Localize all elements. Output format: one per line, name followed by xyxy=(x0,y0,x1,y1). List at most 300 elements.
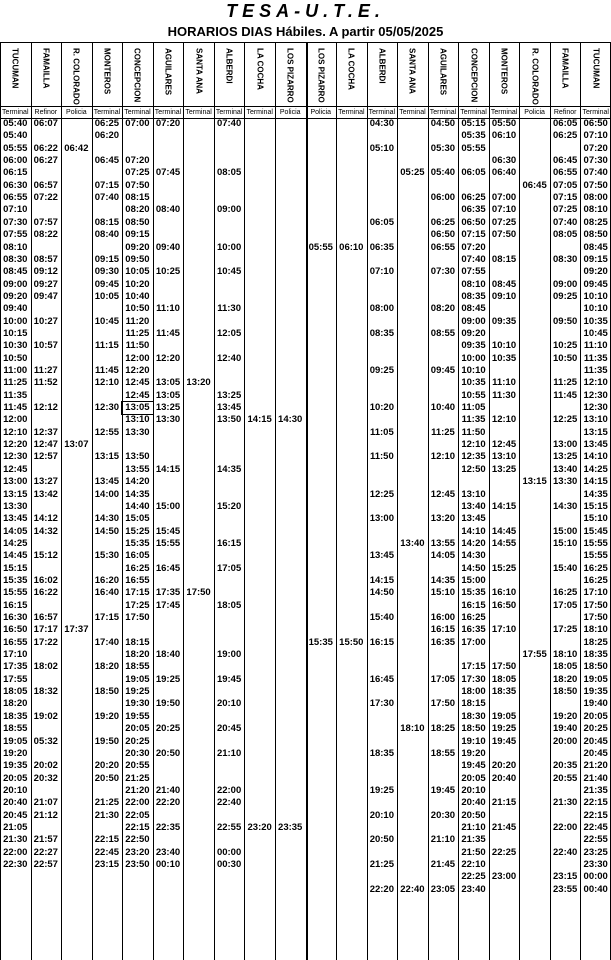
time-cell: 17:55 xyxy=(522,649,547,661)
time-cell xyxy=(153,810,184,822)
table-row xyxy=(0,526,611,538)
time-cell xyxy=(153,773,184,785)
time-cell: 14:20 xyxy=(125,476,150,488)
time-cell xyxy=(153,476,184,488)
column-header-label: LOS PIZARRO xyxy=(316,48,326,103)
time-cell xyxy=(214,711,245,723)
time-cell xyxy=(61,736,92,748)
time-cell xyxy=(61,167,92,179)
time-cell xyxy=(519,217,550,229)
stop-type-left-7: Terminal xyxy=(215,109,243,116)
time-cell: 21:05 xyxy=(3,821,28,833)
time-cell: 05:55 xyxy=(308,241,333,253)
time-cell xyxy=(183,464,214,476)
time-cell xyxy=(31,600,62,612)
time-cell: 09:35 xyxy=(461,340,486,352)
time-cell xyxy=(306,526,337,538)
time-cell xyxy=(306,167,337,179)
time-cell: 11:10 xyxy=(156,303,180,315)
time-cell xyxy=(244,464,275,476)
table-row xyxy=(0,204,611,216)
time-cell: 21:30 xyxy=(553,797,578,809)
time-cell: 20:05 xyxy=(583,710,608,722)
time-cell xyxy=(519,797,550,809)
time-cell xyxy=(214,427,245,439)
time-cell xyxy=(306,871,337,883)
time-cell xyxy=(489,698,520,710)
time-cell: 08:10 xyxy=(461,278,486,290)
time-cell xyxy=(92,328,123,340)
time-cell xyxy=(183,266,214,278)
time-cell: 17:30 xyxy=(369,698,395,710)
time-cell: 23:30 xyxy=(583,859,608,870)
time-cell: 09:30 xyxy=(94,266,120,278)
time-cell xyxy=(519,291,550,303)
time-cell xyxy=(336,451,367,463)
time-cell xyxy=(397,847,428,859)
time-cell: 08:40 xyxy=(94,229,120,241)
time-cell xyxy=(489,859,520,871)
time-cell xyxy=(519,414,550,426)
time-cell xyxy=(122,884,153,896)
time-cell: 15:10 xyxy=(553,537,578,549)
time-cell: 13:30 xyxy=(553,476,578,488)
time-cell: 17:55 xyxy=(3,673,28,685)
time-cell: 16:45 xyxy=(369,673,395,685)
time-cell: 10:40 xyxy=(125,290,150,302)
time-cell: 18:55 xyxy=(430,747,456,759)
table-row xyxy=(0,427,611,439)
time-cell: 17:15 xyxy=(125,587,150,599)
time-cell: 09:40 xyxy=(3,303,28,315)
time-cell xyxy=(336,414,367,426)
time-cell: 08:05 xyxy=(553,229,578,241)
table-row xyxy=(0,600,611,612)
time-cell: 07:15 xyxy=(461,229,486,241)
time-cell xyxy=(275,575,306,587)
time-cell xyxy=(153,760,184,772)
time-cell: 19:40 xyxy=(583,698,608,710)
table-row xyxy=(0,291,611,303)
time-cell xyxy=(519,229,550,241)
time-cell: 07:25 xyxy=(553,204,578,216)
time-cell xyxy=(61,723,92,735)
time-cell xyxy=(306,649,337,661)
time-cell xyxy=(336,118,367,130)
time-cell xyxy=(336,624,367,636)
time-cell xyxy=(183,279,214,291)
time-cell: 07:30 xyxy=(430,266,456,278)
time-cell xyxy=(153,143,184,155)
time-cell: 12:05 xyxy=(216,327,242,339)
time-cell xyxy=(519,390,550,402)
time-cell xyxy=(550,266,581,278)
time-cell xyxy=(397,600,428,612)
time-cell: 15:55 xyxy=(583,550,608,562)
time-cell xyxy=(244,871,275,883)
time-cell: 08:57 xyxy=(33,253,58,265)
time-cell: 21:45 xyxy=(430,859,456,870)
time-cell xyxy=(397,464,428,476)
time-cell xyxy=(244,489,275,501)
time-cell xyxy=(214,340,245,352)
time-cell xyxy=(428,180,459,192)
time-cell xyxy=(519,736,550,748)
time-cell xyxy=(367,291,398,303)
table-row xyxy=(0,859,611,871)
time-cell: 11:52 xyxy=(33,377,58,389)
column-header-left-1 xyxy=(31,42,62,106)
time-cell: 20:25 xyxy=(155,723,181,735)
time-cell: 18:50 xyxy=(461,723,486,735)
time-cell xyxy=(489,513,520,525)
column-header-label: ALBERDI xyxy=(224,48,234,84)
time-cell: 07:10 xyxy=(583,130,608,142)
time-cell xyxy=(214,192,245,204)
time-cell: 13:45 xyxy=(94,476,120,488)
time-cell xyxy=(61,451,92,463)
time-cell: 17:05 xyxy=(216,562,242,574)
time-cell xyxy=(397,217,428,229)
time-cell: 11:45 xyxy=(95,365,119,376)
time-cell: 21:12 xyxy=(33,809,58,821)
time-cell: 16:15 xyxy=(3,599,28,611)
time-cell xyxy=(489,402,520,414)
time-cell: 13:25 xyxy=(155,402,181,414)
time-cell: 08:30 xyxy=(553,253,578,265)
time-cell: 13:05 xyxy=(155,377,181,389)
time-cell xyxy=(306,118,337,130)
time-cell xyxy=(275,871,306,883)
time-cell xyxy=(275,279,306,291)
time-cell: 14:35 xyxy=(583,488,608,500)
time-cell: 13:27 xyxy=(33,476,58,488)
time-cell xyxy=(336,723,367,735)
time-cell: 17:10 xyxy=(491,624,517,636)
time-cell: 13:30 xyxy=(3,500,28,512)
time-cell xyxy=(367,661,398,673)
time-cell xyxy=(519,538,550,550)
time-cell: 21:35 xyxy=(583,784,608,796)
time-cell xyxy=(183,291,214,303)
column-header-right-3 xyxy=(397,42,428,106)
time-cell xyxy=(275,118,306,130)
time-cell xyxy=(306,414,337,426)
time-cell xyxy=(153,711,184,723)
time-cell xyxy=(214,489,245,501)
time-cell: 22:00 xyxy=(553,821,578,833)
time-cell xyxy=(397,587,428,599)
time-cell xyxy=(397,674,428,686)
time-cell xyxy=(336,489,367,501)
time-cell xyxy=(306,476,337,488)
table-row xyxy=(0,550,611,562)
time-cell xyxy=(244,192,275,204)
time-cell: 05:30 xyxy=(430,142,456,154)
time-cell xyxy=(275,365,306,377)
time-cell xyxy=(244,797,275,809)
time-cell xyxy=(397,155,428,167)
time-cell: 13:00 xyxy=(369,513,395,525)
time-cell: 15:25 xyxy=(491,562,517,574)
time-cell xyxy=(428,279,459,291)
table-row xyxy=(0,822,611,834)
time-cell xyxy=(519,353,550,365)
time-cell xyxy=(367,563,398,575)
time-cell xyxy=(306,279,337,291)
time-cell: 20:10 xyxy=(461,784,486,796)
time-cell: 10:25 xyxy=(553,340,578,352)
time-cell xyxy=(306,587,337,599)
time-cell xyxy=(153,451,184,463)
time-cell xyxy=(275,143,306,155)
time-cell xyxy=(183,686,214,698)
time-cell xyxy=(367,797,398,809)
time-cell: 16:25 xyxy=(461,612,486,623)
time-cell: 14:05 xyxy=(3,525,28,537)
time-cell: 22:20 xyxy=(155,797,181,809)
time-cell: 13:25 xyxy=(553,451,578,463)
time-cell xyxy=(306,316,337,328)
table-row xyxy=(0,229,611,241)
time-cell: 22:05 xyxy=(125,809,150,821)
time-cell: 23:50 xyxy=(125,859,150,870)
time-cell: 08:35 xyxy=(461,290,486,302)
time-cell xyxy=(397,637,428,649)
time-cell xyxy=(153,736,184,748)
time-cell: 16:10 xyxy=(491,587,517,599)
time-cell xyxy=(275,501,306,513)
time-cell xyxy=(31,167,62,179)
time-cell xyxy=(306,143,337,155)
time-cell: 11:25 xyxy=(431,426,455,438)
time-cell xyxy=(397,340,428,352)
time-cell xyxy=(92,538,123,550)
time-cell: 17:05 xyxy=(553,599,578,611)
time-cell xyxy=(489,180,520,192)
time-cell xyxy=(244,760,275,772)
time-cell xyxy=(183,242,214,254)
time-cell xyxy=(244,303,275,315)
time-cell xyxy=(244,242,275,254)
time-cell xyxy=(336,316,367,328)
table-row xyxy=(0,489,611,501)
time-cell xyxy=(244,254,275,266)
time-cell: 12:12 xyxy=(33,402,58,414)
time-cell: 17:50 xyxy=(491,661,517,673)
time-cell xyxy=(61,204,92,216)
column-header-left-2 xyxy=(61,42,92,106)
time-cell xyxy=(214,587,245,599)
time-cell xyxy=(428,797,459,809)
time-cell xyxy=(428,204,459,216)
time-cell: 18:55 xyxy=(125,661,150,673)
time-cell: 17:15 xyxy=(461,661,486,673)
column-header-left-7 xyxy=(214,42,245,106)
stop-type-right-6: Terminal xyxy=(490,109,518,116)
time-cell: 20:50 xyxy=(461,809,486,821)
time-cell xyxy=(336,130,367,142)
time-cell xyxy=(336,538,367,550)
time-cell xyxy=(550,365,581,377)
time-cell: 08:00 xyxy=(369,303,395,315)
time-cell xyxy=(275,340,306,352)
time-cell xyxy=(336,402,367,414)
column-header-right-4 xyxy=(428,42,459,106)
time-cell xyxy=(275,649,306,661)
time-cell: 17:05 xyxy=(430,673,456,685)
table-row xyxy=(0,834,611,846)
time-cell xyxy=(519,464,550,476)
time-cell xyxy=(336,600,367,612)
table-row xyxy=(0,365,611,377)
time-cell: 10:05 xyxy=(94,290,120,302)
time-cell xyxy=(397,822,428,834)
time-cell xyxy=(61,526,92,538)
time-cell xyxy=(244,427,275,439)
time-cell: 18:25 xyxy=(583,636,608,648)
time-cell: 07:05 xyxy=(553,179,578,191)
time-cell: 22:15 xyxy=(583,797,608,809)
time-cell: 10:50 xyxy=(553,352,578,364)
time-cell xyxy=(519,563,550,575)
time-cell: 09:15 xyxy=(125,229,150,241)
time-cell xyxy=(275,513,306,525)
stop-type-right-2: Terminal xyxy=(368,109,396,116)
time-cell xyxy=(336,859,367,871)
time-cell xyxy=(397,130,428,142)
time-cell: 07:20 xyxy=(155,118,181,129)
time-cell: 07:15 xyxy=(553,192,578,204)
time-cell: 22:10 xyxy=(461,859,486,870)
time-cell: 09:10 xyxy=(491,290,517,302)
time-cell: 23:20 xyxy=(125,846,150,858)
time-cell xyxy=(183,353,214,365)
time-cell: 06:40 xyxy=(491,167,517,179)
time-cell: 12:47 xyxy=(33,439,58,451)
time-cell xyxy=(519,427,550,439)
time-cell: 09:50 xyxy=(125,253,150,265)
time-cell xyxy=(428,476,459,488)
time-cell: 18:05 xyxy=(216,599,242,611)
time-cell: 07:20 xyxy=(125,155,150,167)
time-cell: 09:20 xyxy=(583,266,608,278)
time-cell xyxy=(183,575,214,587)
time-cell: 17:10 xyxy=(583,587,608,599)
time-cell xyxy=(244,773,275,785)
time-cell xyxy=(519,316,550,328)
time-cell xyxy=(61,365,92,377)
time-cell: 12:57 xyxy=(33,451,58,463)
time-cell xyxy=(306,266,337,278)
time-cell: 07:50 xyxy=(583,179,608,191)
table-row xyxy=(0,637,611,649)
time-cell: 18:10 xyxy=(553,649,578,661)
time-cell xyxy=(214,760,245,772)
time-cell: 13:20 xyxy=(186,377,211,389)
time-cell xyxy=(183,797,214,809)
time-cell xyxy=(153,340,184,352)
time-cell: 06:07 xyxy=(33,118,58,129)
time-cell: 08:20 xyxy=(125,204,150,216)
time-cell: 12:25 xyxy=(369,488,395,500)
time-cell xyxy=(397,760,428,772)
time-cell xyxy=(92,698,123,710)
time-cell xyxy=(153,686,184,698)
column-header-right-7 xyxy=(519,42,550,106)
time-cell xyxy=(428,353,459,365)
time-cell: 22:20 xyxy=(369,883,395,895)
time-cell: 18:55 xyxy=(3,723,28,735)
time-cell xyxy=(31,414,62,426)
time-cell: 16:45 xyxy=(155,562,181,574)
time-cell: 07:15 xyxy=(94,179,120,191)
time-cell: 06:55 xyxy=(430,241,456,253)
time-cell xyxy=(61,155,92,167)
time-cell xyxy=(61,414,92,426)
time-cell xyxy=(550,748,581,760)
time-cell: 10:35 xyxy=(491,352,517,364)
time-cell: 10:45 xyxy=(583,327,608,339)
time-cell xyxy=(31,698,62,710)
time-cell xyxy=(183,674,214,686)
time-cell xyxy=(397,204,428,216)
time-cell xyxy=(244,600,275,612)
time-cell xyxy=(428,316,459,328)
time-cell xyxy=(92,600,123,612)
page-subtitle: HORARIOS DIAS Hábiles. A partir 05/05/2025 xyxy=(0,22,611,43)
time-cell xyxy=(183,884,214,896)
time-cell xyxy=(367,847,398,859)
time-cell xyxy=(397,649,428,661)
table-row xyxy=(0,847,611,859)
time-cell: 07:40 xyxy=(583,167,608,179)
time-cell xyxy=(397,118,428,130)
time-cell xyxy=(550,575,581,587)
time-cell: 07:10 xyxy=(491,204,517,216)
column-header-right-5 xyxy=(458,42,489,106)
time-cell xyxy=(428,439,459,451)
time-cell xyxy=(214,291,245,303)
time-cell xyxy=(61,550,92,562)
time-cell xyxy=(153,612,184,624)
time-cell: 19:25 xyxy=(155,673,181,685)
time-cell xyxy=(61,340,92,352)
time-cell: 13:55 xyxy=(430,537,456,549)
time-cell xyxy=(244,637,275,649)
time-cell: 12:10 xyxy=(491,414,517,426)
time-cell xyxy=(214,661,245,673)
time-cell: 18:20 xyxy=(94,661,120,673)
time-cell: 11:25 xyxy=(3,377,28,389)
time-cell: 20:45 xyxy=(583,747,608,759)
time-cell xyxy=(275,254,306,266)
column-header-label: FAMAILLA xyxy=(560,48,570,89)
time-cell xyxy=(336,736,367,748)
time-cell: 06:55 xyxy=(3,192,28,204)
time-cell xyxy=(244,711,275,723)
time-cell: 17:25 xyxy=(553,624,578,636)
time-cell: 11:50 xyxy=(369,451,394,463)
table-row xyxy=(0,476,611,488)
time-cell: 21:45 xyxy=(491,821,517,833)
time-cell: 16:15 xyxy=(430,624,456,636)
time-cell: 07:30 xyxy=(3,216,28,228)
time-cell xyxy=(183,340,214,352)
time-cell: 19:45 xyxy=(491,735,517,747)
time-cell: 13:40 xyxy=(400,537,425,549)
time-cell xyxy=(275,390,306,402)
